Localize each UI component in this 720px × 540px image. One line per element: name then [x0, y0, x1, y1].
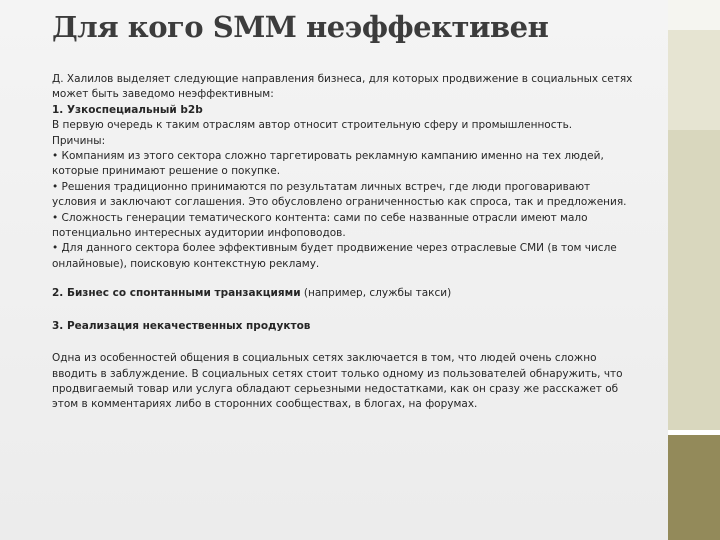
- section2-note: (например, службы такси): [300, 287, 452, 300]
- sidebar-band-mid: [668, 130, 720, 430]
- bullet-item: • Компаниям из этого сектора сложно таргетировать рекламную кампанию именно на тех людей, которые принимают решение о покупке.: [52, 150, 604, 178]
- section2-line: [52, 286, 634, 301]
- section1-heading-text: 1. Узкоспециальный b2b: [52, 103, 203, 116]
- slide-title: Для кого SMM неэффективен: [52, 10, 549, 44]
- decorative-sidebar: [668, 0, 720, 540]
- section1-text: В первую очередь к таким отраслям автор относит строительную сферу и промышленность.: [52, 119, 573, 132]
- sidebar-band-top: [668, 0, 720, 30]
- bullet-item: • Сложность генерации тематического контента: сами по себе названные отрасли имеют мало потенциально интересных аудитории инфоповодов.: [52, 211, 588, 240]
- section3-heading: 3. Реализация некачественных продуктов: [52, 319, 311, 332]
- bullet-item: • Решения традиционно принимаются по результатам личных встреч, где люди проговаривают условия и заключают соглашения. Это обусловлено ограниченностью как спроса, так и предложения.: [52, 180, 627, 209]
- bullet-item: • Для данного сектора более эффективным будет продвижение через отраслевые СМИ (в том числе онлайновые), поисковую контекстную рекламу.: [52, 242, 617, 270]
- section3-line: [52, 319, 634, 334]
- reasons-label: Причины:: [52, 134, 106, 147]
- sidebar-band-dark: [668, 435, 720, 540]
- slide-content: [52, 72, 634, 413]
- intro-paragraph: Д. Халилов выделяет следующие направления бизнеса, для которых продвижение в социальных сетях может быть заведомо неэффективным:: [52, 73, 633, 101]
- section2-heading: 2. Бизнес со спонтанными транзакциями: [52, 287, 301, 300]
- section1-heading: [52, 103, 634, 118]
- sidebar-band-light: [668, 30, 720, 130]
- closing-paragraph: Одна из особенностей общения в социальных сетях заключается в том, что людей очень сложно вводить в заблуждение. В социальных сетях стоит только одному из пользователей обнаружить, что продвигаемый товар или услуга обладают серьезными недостатками, как он сразу же расскажет об этом в комментариях либо в сторонних сообществах, в блогах, на форумах.: [52, 352, 623, 411]
